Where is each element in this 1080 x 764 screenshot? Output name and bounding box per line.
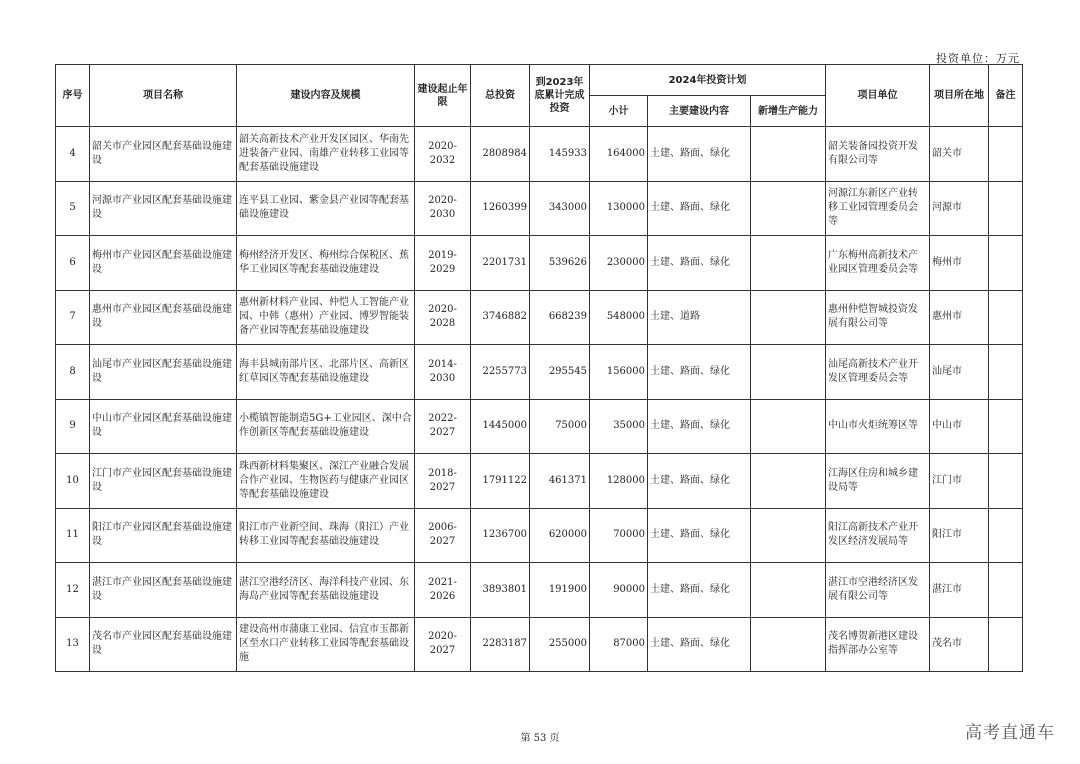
cell-project-name: 汕尾市产业园区配套基础设施建设: [90, 345, 237, 400]
cell-main-content: 土建、路面、绿化: [648, 454, 751, 509]
cell-remark: [989, 181, 1023, 236]
page-number: 第 53 页: [520, 733, 560, 744]
cell-completed-investment: 295545: [530, 345, 590, 400]
cell-seq: 10: [56, 454, 90, 509]
cell-construction-content: 珠西新材料集聚区、深江产业融合发展合作产业园、生物医药与健康产业园区等配套基础设施建设: [237, 454, 415, 509]
table-row: [56, 563, 1023, 618]
cell-period: 2020-2028: [415, 290, 471, 345]
cell-new-capacity: [751, 563, 826, 618]
cell-seq: 9: [56, 399, 90, 454]
cell-project-unit: 茂名博贺新港区建设指挥部办公室等: [826, 617, 930, 672]
header-project-unit: 项目单位: [826, 65, 930, 127]
header-main-content: 主要建设内容: [648, 96, 751, 127]
cell-remark: [989, 563, 1023, 618]
cell-main-content: 土建、路面、绿化: [648, 563, 751, 618]
cell-project-name: 梅州市产业园区配套基础设施建设: [90, 236, 237, 291]
cell-location: 汕尾市: [930, 345, 989, 400]
cell-period: 2014-2030: [415, 345, 471, 400]
cell-period: 2006-2027: [415, 508, 471, 563]
header-plan-2024: 2024年投资计划: [590, 65, 826, 96]
cell-remark: [989, 127, 1023, 182]
cell-period: 2020-2030: [415, 181, 471, 236]
cell-location: 湛江市: [930, 563, 989, 618]
table-row: [56, 508, 1023, 563]
cell-seq: 6: [56, 236, 90, 291]
cell-construction-content: 梅州经济开发区、梅州综合保税区、蕉华工业园区等配套基础设施建设: [237, 236, 415, 291]
cell-project-unit: 江海区住房和城乡建设局等: [826, 454, 930, 509]
cell-total-investment: 3893801: [471, 563, 530, 618]
cell-period: 2019-2029: [415, 236, 471, 291]
table-row: [56, 454, 1023, 509]
cell-project-unit: 中山市火炬统筹区等: [826, 399, 930, 454]
cell-completed-investment: 191900: [530, 563, 590, 618]
cell-remark: [989, 236, 1023, 291]
cell-subtotal: 164000: [590, 127, 648, 182]
cell-location: 惠州市: [930, 290, 989, 345]
investment-unit-label: 投资单位：万元: [936, 52, 1020, 65]
cell-seq: 13: [56, 617, 90, 672]
table-row: [56, 290, 1023, 345]
cell-subtotal: 130000: [590, 181, 648, 236]
cell-total-investment: 2283187: [471, 617, 530, 672]
cell-total-investment: 2255773: [471, 345, 530, 400]
cell-total-investment: 2201731: [471, 236, 530, 291]
cell-subtotal: 128000: [590, 454, 648, 509]
header-total-investment: 总投资: [471, 65, 530, 127]
cell-total-investment: 2808984: [471, 127, 530, 182]
investment-plan-table: [55, 64, 1023, 672]
cell-remark: [989, 454, 1023, 509]
cell-remark: [989, 345, 1023, 400]
table-row: [56, 399, 1023, 454]
cell-main-content: 土建、道路: [648, 290, 751, 345]
table-row: [56, 345, 1023, 400]
cell-subtotal: 87000: [590, 617, 648, 672]
cell-new-capacity: [751, 617, 826, 672]
cell-main-content: 土建、路面、绿化: [648, 127, 751, 182]
cell-project-unit: 惠州仲恺智城投资发展有限公司等: [826, 290, 930, 345]
cell-subtotal: 230000: [590, 236, 648, 291]
table-row: [56, 127, 1023, 182]
cell-new-capacity: [751, 127, 826, 182]
cell-location: 韶关市: [930, 127, 989, 182]
cell-project-name: 韶关市产业园区配套基础设施建设: [90, 127, 237, 182]
cell-total-investment: 1236700: [471, 508, 530, 563]
cell-project-name: 河源市产业园区配套基础设施建设: [90, 181, 237, 236]
cell-project-name: 江门市产业园区配套基础设施建设: [90, 454, 237, 509]
cell-construction-content: 海丰县城南部片区、北部片区、高新区红草园区等配套基础设施建设: [237, 345, 415, 400]
cell-period: 2018-2027: [415, 454, 471, 509]
cell-project-name: 阳江市产业园区配套基础设施建设: [90, 508, 237, 563]
cell-construction-content: 建设高州市蒲康工业园、信宜市玉都新区至水口产业转移工业园等配套基础设施: [237, 617, 415, 672]
cell-new-capacity: [751, 236, 826, 291]
table-row: [56, 617, 1023, 672]
cell-main-content: 土建、路面、绿化: [648, 399, 751, 454]
cell-main-content: 土建、路面、绿化: [648, 181, 751, 236]
cell-subtotal: 548000: [590, 290, 648, 345]
cell-project-unit: 湛江市空港经济区发展有限公司等: [826, 563, 930, 618]
cell-project-unit: 阳江高新技术产业开发区经济发展局等: [826, 508, 930, 563]
cell-project-name: 惠州市产业园区配套基础设施建设: [90, 290, 237, 345]
cell-project-name: 中山市产业园区配套基础设施建设: [90, 399, 237, 454]
cell-project-unit: 汕尾高新技术产业开发区管理委员会等: [826, 345, 930, 400]
header-seq: 序号: [56, 65, 90, 127]
header-period: 建设起止年限: [415, 65, 471, 127]
header-project-name: 项目名称: [90, 65, 237, 127]
cell-period: 2020-2032: [415, 127, 471, 182]
cell-project-name: 湛江市产业园区配套基础设施建设: [90, 563, 237, 618]
cell-seq: 4: [56, 127, 90, 182]
cell-completed-investment: 620000: [530, 508, 590, 563]
cell-location: 茂名市: [930, 617, 989, 672]
cell-completed-investment: 343000: [530, 181, 590, 236]
cell-remark: [989, 399, 1023, 454]
cell-subtotal: 90000: [590, 563, 648, 618]
table-body: [56, 127, 1023, 672]
cell-total-investment: 1445000: [471, 399, 530, 454]
cell-remark: [989, 508, 1023, 563]
cell-project-unit: 广东梅州高新技术产业园区管理委员会等: [826, 236, 930, 291]
cell-completed-investment: 668239: [530, 290, 590, 345]
header-completed-investment: 到2023年底累计完成投资: [530, 65, 590, 127]
cell-location: 梅州市: [930, 236, 989, 291]
cell-new-capacity: [751, 181, 826, 236]
cell-completed-investment: 75000: [530, 399, 590, 454]
cell-project-name: 茂名市产业园区配套基础设施建设: [90, 617, 237, 672]
cell-location: 阳江市: [930, 508, 989, 563]
cell-seq: 12: [56, 563, 90, 618]
cell-new-capacity: [751, 454, 826, 509]
cell-new-capacity: [751, 290, 826, 345]
cell-construction-content: 小榄镇智能制造5G+工业园区、深中合作创新区等配套基础设施建设: [237, 399, 415, 454]
cell-location: 江门市: [930, 454, 989, 509]
cell-seq: 7: [56, 290, 90, 345]
watermark: 高考直通车: [965, 723, 1055, 743]
cell-period: 2022-2027: [415, 399, 471, 454]
cell-total-investment: 1791122: [471, 454, 530, 509]
cell-construction-content: 韶关高新技术产业开发区园区、华南先进装备产业园、南雄产业转移工业园等配套基础设施建设: [237, 127, 415, 182]
cell-new-capacity: [751, 508, 826, 563]
cell-project-unit: 韶关装备园投资开发有限公司等: [826, 127, 930, 182]
cell-seq: 11: [56, 508, 90, 563]
cell-new-capacity: [751, 345, 826, 400]
cell-seq: 8: [56, 345, 90, 400]
cell-total-investment: 1260399: [471, 181, 530, 236]
cell-completed-investment: 539626: [530, 236, 590, 291]
cell-main-content: 土建、路面、绿化: [648, 236, 751, 291]
cell-project-unit: 河源江东新区产业转移工业园管理委员会等: [826, 181, 930, 236]
header-location: 项目所在地: [930, 65, 989, 127]
cell-construction-content: 连平县工业园、紫金县产业园等配套基础设施建设: [237, 181, 415, 236]
cell-subtotal: 70000: [590, 508, 648, 563]
table-row: [56, 236, 1023, 291]
cell-remark: [989, 617, 1023, 672]
cell-completed-investment: 255000: [530, 617, 590, 672]
cell-period: 2021-2026: [415, 563, 471, 618]
cell-construction-content: 阳江市产业新空间、珠海（阳江）产业转移工业园等配套基础设施建设: [237, 508, 415, 563]
cell-total-investment: 3746882: [471, 290, 530, 345]
cell-main-content: 土建、路面、绿化: [648, 508, 751, 563]
cell-main-content: 土建、路面、绿化: [648, 617, 751, 672]
cell-new-capacity: [751, 399, 826, 454]
cell-subtotal: 156000: [590, 345, 648, 400]
cell-construction-content: 湛江空港经济区、海洋科技产业园、东海岛产业园等配套基础设施建设: [237, 563, 415, 618]
cell-subtotal: 35000: [590, 399, 648, 454]
cell-remark: [989, 290, 1023, 345]
header-remark: 备注: [989, 65, 1023, 127]
cell-construction-content: 惠州新材料产业园、仲恺人工智能产业园、中韩（惠州）产业园、博罗智能装备产业园等配套基础设施建设: [237, 290, 415, 345]
cell-period: 2020-2027: [415, 617, 471, 672]
table-header: [56, 65, 1023, 127]
cell-seq: 5: [56, 181, 90, 236]
cell-completed-investment: 145933: [530, 127, 590, 182]
header-new-capacity: 新增生产能力: [751, 96, 826, 127]
cell-main-content: 土建、路面、绿化: [648, 345, 751, 400]
header-subtotal: 小计: [590, 96, 648, 127]
header-construction-content: 建设内容及规模: [237, 65, 415, 127]
cell-location: 中山市: [930, 399, 989, 454]
table-row: [56, 181, 1023, 236]
cell-location: 河源市: [930, 181, 989, 236]
cell-completed-investment: 461371: [530, 454, 590, 509]
